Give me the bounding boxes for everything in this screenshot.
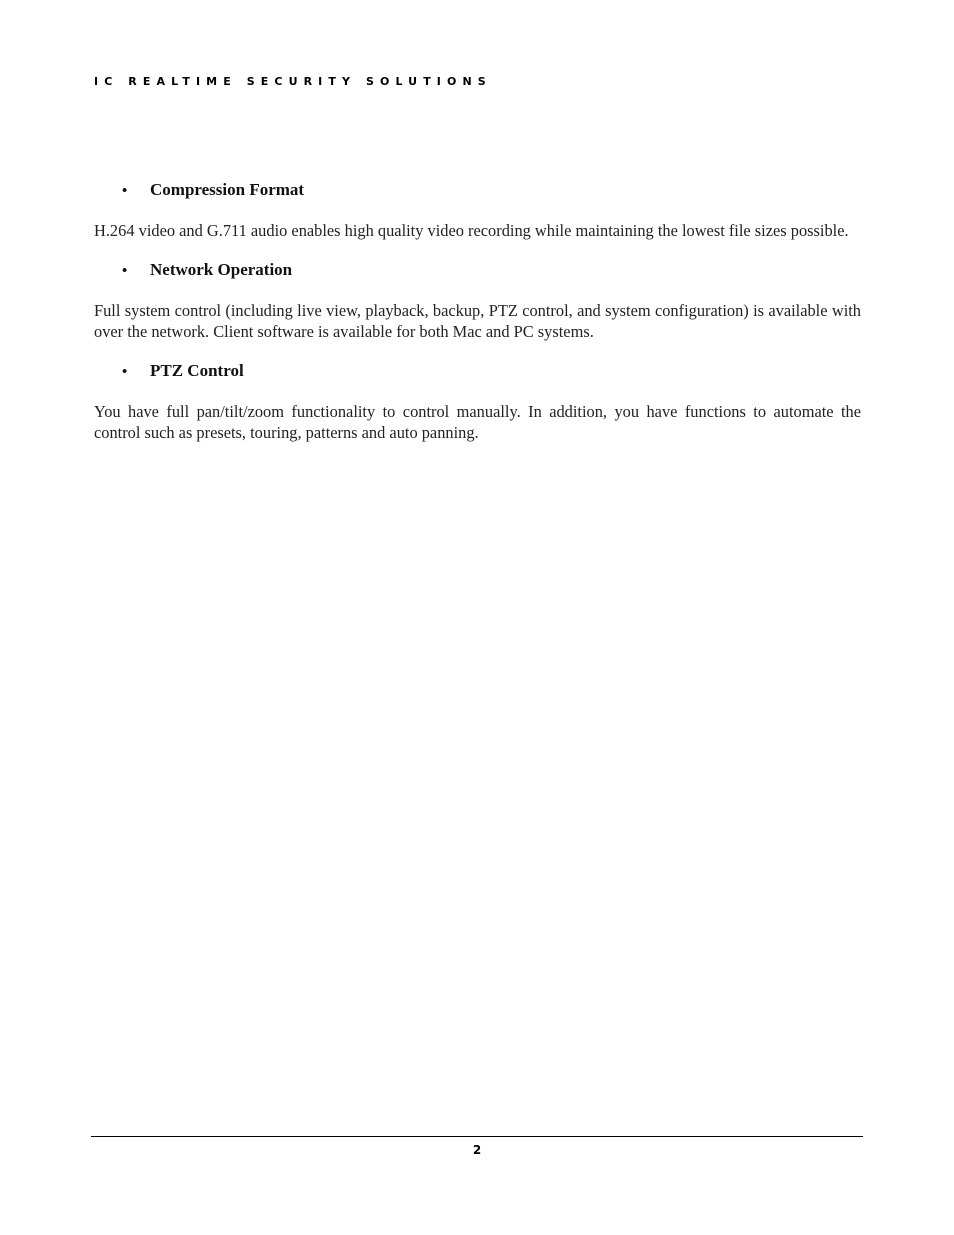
section-network-operation (94, 260, 861, 342)
section-heading: Network Operation (150, 260, 293, 279)
bullet-icon: • (122, 263, 128, 279)
section-ptz-control (94, 361, 861, 443)
bullet-icon: • (122, 183, 128, 199)
section-paragraph: You have full pan/tilt/zoom functionality to control manually. In addition, you have functions to automate the control such as presets, touring, patterns and auto panning. (94, 402, 861, 442)
section-heading: PTZ Control (150, 361, 244, 380)
bullet-heading (94, 260, 861, 284)
section-heading: Compression Format (150, 180, 305, 199)
bullet-icon: • (122, 364, 128, 380)
bullet-heading (94, 361, 861, 385)
footer-divider (91, 1136, 863, 1137)
section-paragraph: Full system control (including live view, playback, backup, PTZ control, and system configuration) is available with over the network. Client software is available for both Mac and PC systems. (94, 301, 861, 341)
page-number: 2 (472, 1143, 482, 1157)
document-body (94, 180, 861, 462)
section-compression-format (94, 180, 861, 241)
bullet-heading (94, 180, 861, 204)
running-header: IC REALTIME SECURITY SOLUTIONS (94, 75, 492, 88)
section-paragraph: H.264 video and G.711 audio enables high quality video recording while maintaining the lowest file sizes possible. (94, 221, 849, 240)
